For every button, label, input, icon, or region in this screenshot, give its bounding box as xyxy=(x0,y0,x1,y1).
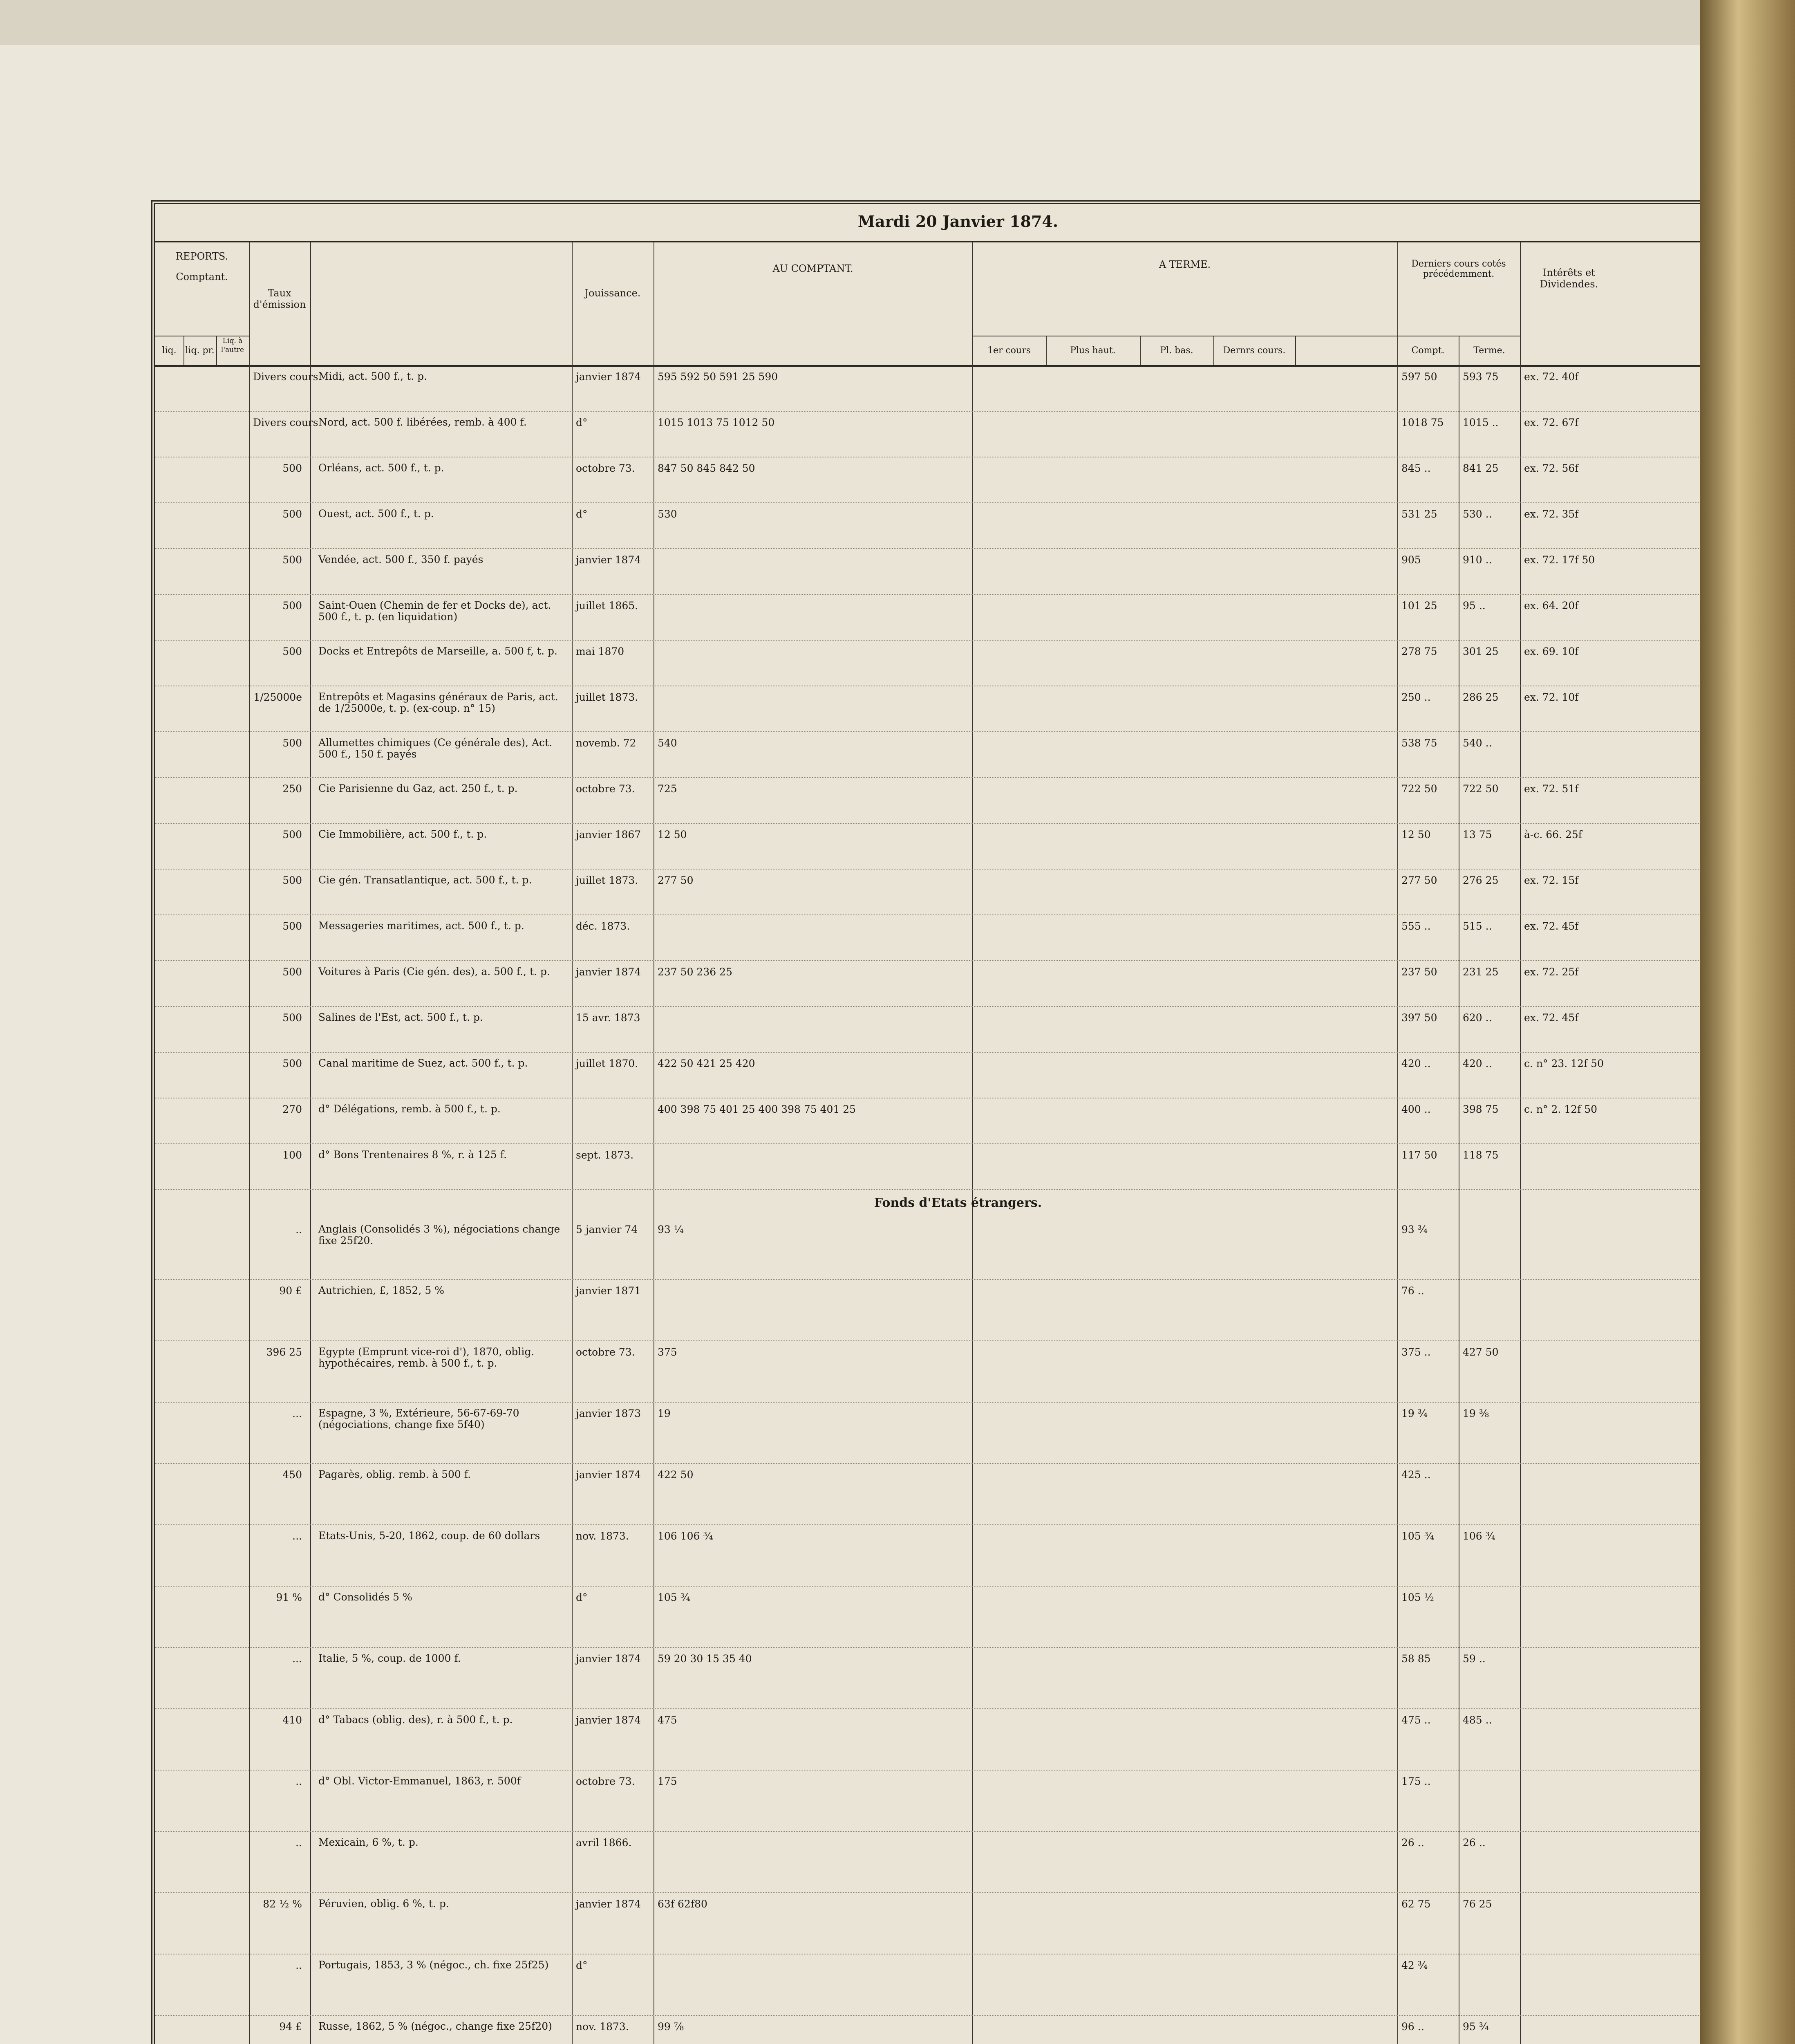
cell-jouis: octobre 73. xyxy=(576,462,635,474)
cell-jouis: avril 1866. xyxy=(576,1837,632,1849)
table-row xyxy=(155,917,1761,946)
cell-name: Orléans, act. 500 f., t. p. xyxy=(318,462,444,474)
cell-terme: 722 50 xyxy=(1463,783,1499,795)
cell-int: ex. 72. 51f xyxy=(1524,783,1579,795)
cell-taux: ... xyxy=(292,1653,302,1665)
table-row xyxy=(155,734,1761,762)
cell-jouis: mai 1870 xyxy=(576,645,624,657)
table-row xyxy=(155,459,1761,488)
cell-name: Cie Parisienne du Gaz, act. 250 f., t. p. xyxy=(318,782,518,794)
table-row xyxy=(155,413,1761,442)
cell-int: ex. 72. 17f 50 xyxy=(1524,554,1595,566)
cell-taux: ... xyxy=(292,1530,302,1542)
cell-terme: 420 .. xyxy=(1463,1058,1492,1069)
cell-comptant: 422 50 xyxy=(658,1469,694,1481)
cell-terme: 540 .. xyxy=(1463,737,1492,749)
table-row xyxy=(155,1833,1761,1862)
cell-taux: 94 £ xyxy=(279,2021,302,2033)
cell-terme: 301 25 xyxy=(1463,645,1499,657)
cell-compt: 475 .. xyxy=(1401,1714,1431,1726)
au-comptant-label: AU COMPTANT. xyxy=(772,263,853,274)
cell-jouis: janvier 1874 xyxy=(576,1653,641,1665)
table-row xyxy=(155,688,1761,717)
cell-jouis: janvier 1874 xyxy=(576,966,641,978)
reports-label: REPORTS. xyxy=(175,251,228,262)
cell-comptant: 847 50 845 842 50 xyxy=(658,462,755,474)
cell-name: d° Consolidés 5 % xyxy=(318,1591,412,1603)
cell-jouis: juillet 1870. xyxy=(576,1058,638,1069)
cell-taux: 500 xyxy=(282,554,302,566)
cell-int: ex. 72. 45f xyxy=(1524,920,1579,932)
cell-terme: 118 75 xyxy=(1463,1149,1499,1161)
cell-name: Cie gén. Transatlantique, act. 500 f., t. p. xyxy=(318,874,532,886)
cell-jouis: sept. 1873. xyxy=(576,1149,634,1161)
cell-int: à-c. 66. 25f xyxy=(1524,829,1582,840)
cell-name: Espagne, 3 %, Extérieure, 56-67-69-70 (négociations, change fixe 5f40) xyxy=(318,1407,519,1430)
cell-jouis: 5 janvier 74 xyxy=(576,1224,638,1235)
cell-terme: 106 ¾ xyxy=(1463,1530,1495,1542)
compt-label: Compt. xyxy=(1397,336,1459,365)
cell-taux: 500 xyxy=(282,874,302,886)
cell-taux: 100 xyxy=(282,1149,302,1161)
cell-name: Mexicain, 6 %, t. p. xyxy=(318,1836,419,1848)
cell-int: ex. 69. 10f xyxy=(1524,645,1579,657)
cell-comptant: 12 50 xyxy=(658,829,687,840)
cell-terme: 1015 .. xyxy=(1463,417,1499,428)
cell-jouis: juillet 1873. xyxy=(576,691,638,703)
cell-compt: 105 ¾ xyxy=(1401,1530,1434,1542)
cell-terme: 515 .. xyxy=(1463,920,1492,932)
cell-name: Nord, act. 500 f. libérées, remb. à 400 f. xyxy=(318,416,527,428)
cell-name: Ouest, act. 500 f., t. p. xyxy=(318,508,434,520)
cell-int: c. n° 2. 12f 50 xyxy=(1524,1103,1598,1115)
table-row xyxy=(155,505,1761,533)
cell-terme: 95 .. xyxy=(1463,600,1486,612)
plus-haut-label: Plus haut. xyxy=(1046,336,1141,365)
cell-compt: 538 75 xyxy=(1401,737,1437,749)
cell-name: Portugais, 1853, 3 % (négoc., ch. fixe 25f25) xyxy=(318,1959,549,1971)
table-row xyxy=(155,1895,1761,1923)
cell-taux: 450 xyxy=(282,1469,302,1481)
taux-label: Taux d'émission xyxy=(253,287,306,310)
cell-taux: 82 ½ % xyxy=(263,1898,302,1910)
cell-terme: 26 .. xyxy=(1463,1837,1486,1849)
page-title: Mardi 20 Janvier 1874. xyxy=(857,212,1059,231)
cell-compt: 531 25 xyxy=(1401,508,1437,520)
cell-name: Midi, act. 500 f., t. p. xyxy=(318,370,427,382)
interets-label: Intérêts et Dividendes. xyxy=(1540,267,1598,290)
comptant-header xyxy=(654,242,973,365)
cell-int: ex. 72. 35f xyxy=(1524,508,1579,520)
reports-header xyxy=(155,242,250,365)
cell-compt: 1018 75 xyxy=(1401,417,1444,428)
pl-bas-label: Pl. bas. xyxy=(1140,336,1214,365)
premier-cours-label: 1er cours xyxy=(972,336,1047,365)
cell-taux: .. xyxy=(295,1775,302,1787)
cell-name: Anglais (Consolidés 3 %), négociations change fixe 25f20. xyxy=(318,1223,560,1246)
jouissance-header xyxy=(572,242,654,365)
derniers-cours-header xyxy=(1397,242,1521,365)
cell-terme: 427 50 xyxy=(1463,1346,1499,1358)
cell-compt: 722 50 xyxy=(1401,783,1437,795)
cell-terme: 620 .. xyxy=(1463,1012,1492,1024)
cell-terme: 231 25 xyxy=(1463,966,1499,978)
cell-name: Italie, 5 %, coup. de 1000 f. xyxy=(318,1652,461,1664)
cell-compt: 397 50 xyxy=(1401,1012,1437,1024)
cell-compt: 62 75 xyxy=(1401,1898,1431,1910)
interets-header xyxy=(1520,242,1618,365)
cell-name: Egypte (Emprunt vice-roi d'), 1870, oblig. hypothécaires, remb. à 500 f., t. p. xyxy=(318,1346,535,1369)
table-row xyxy=(155,1772,1761,1801)
cell-compt: 277 50 xyxy=(1401,874,1437,886)
cell-jouis: janvier 1874 xyxy=(576,1714,641,1726)
cell-jouis: novemb. 72 xyxy=(576,737,636,749)
cell-comptant: 99 ⅞ xyxy=(658,2021,684,2033)
cell-name: Vendée, act. 500 f., 350 f. payés xyxy=(318,554,483,565)
cell-name: d° Tabacs (oblig. des), r. à 500 f., t. p. xyxy=(318,1714,513,1726)
cell-jouis: nov. 1873. xyxy=(576,1530,629,1542)
cell-terme: 530 .. xyxy=(1463,508,1492,520)
cell-comptant: 1015 1013 75 1012 50 xyxy=(658,417,775,428)
table-row xyxy=(155,1220,1761,1249)
cell-terme: 19 ⅜ xyxy=(1463,1407,1489,1419)
cell-compt: 375 .. xyxy=(1401,1346,1431,1358)
cell-int: ex. 72. 45f xyxy=(1524,1012,1579,1024)
table-row xyxy=(155,368,1761,396)
terme-label: Terme. xyxy=(1459,336,1521,365)
taux-header xyxy=(249,242,311,365)
cell-taux: 500 xyxy=(282,600,302,612)
cell-terme: 276 25 xyxy=(1463,874,1499,886)
cell-comptant: 725 xyxy=(658,783,677,795)
cell-taux: 500 xyxy=(282,829,302,840)
cell-jouis: déc. 1873. xyxy=(576,920,630,932)
cell-name: Saint-Ouen (Chemin de fer et Docks de), act. 500 f., t. p. (en liquidation) xyxy=(318,599,551,623)
cell-comptant: 475 xyxy=(658,1714,677,1726)
liq-label: liq. xyxy=(155,336,184,365)
cell-terme: 398 75 xyxy=(1463,1103,1499,1115)
table-row xyxy=(155,1054,1761,1083)
jouissance-label: Jouissance. xyxy=(584,287,641,299)
cell-taux: .. xyxy=(295,1837,302,1849)
terme-blank-col xyxy=(1295,336,1398,365)
table-row xyxy=(155,825,1761,854)
cell-compt: 597 50 xyxy=(1401,371,1437,383)
cell-compt: 278 75 xyxy=(1401,645,1437,657)
cell-int: ex. 72. 10f xyxy=(1524,691,1579,703)
cell-compt: 400 .. xyxy=(1401,1103,1431,1115)
cell-terme: 485 .. xyxy=(1463,1714,1492,1726)
cell-comptant: 422 50 421 25 420 xyxy=(658,1058,755,1069)
cell-comptant: 400 398 75 401 25 400 398 75 401 25 xyxy=(658,1103,856,1115)
cell-taux: 90 £ xyxy=(279,1285,302,1297)
cell-jouis: d° xyxy=(576,1591,588,1603)
table-row xyxy=(155,1404,1761,1433)
cell-name: Russe, 1862, 5 % (négoc., change fixe 25f20) xyxy=(318,2020,552,2032)
cell-name: Péruvien, oblig. 6 %, t. p. xyxy=(318,1898,449,1910)
cell-compt: 105 ½ xyxy=(1401,1591,1434,1603)
cell-jouis: d° xyxy=(576,417,588,428)
cell-terme: 13 75 xyxy=(1463,829,1492,840)
cell-jouis: janvier 1874 xyxy=(576,1898,641,1910)
table-row xyxy=(155,1009,1761,1037)
terme-header xyxy=(972,242,1398,365)
cell-jouis: juillet 1873. xyxy=(576,874,638,886)
cell-jouis: octobre 73. xyxy=(576,1346,635,1358)
table-row xyxy=(155,1343,1761,1372)
cell-jouis: octobre 73. xyxy=(576,1775,635,1787)
table-row xyxy=(155,780,1761,808)
page-sheet xyxy=(0,45,1700,2044)
cell-taux: 500 xyxy=(282,462,302,474)
price-table xyxy=(151,200,1765,2044)
cell-jouis: janvier 1874 xyxy=(576,1469,641,1481)
cell-jouis: juillet 1865. xyxy=(576,600,638,612)
cell-int: ex. 72. 15f xyxy=(1524,874,1579,886)
table-row xyxy=(155,2017,1761,2044)
cell-taux: Divers cours xyxy=(253,417,318,428)
table-row xyxy=(155,1650,1761,1678)
table-row xyxy=(155,1100,1761,1129)
cell-jouis: d° xyxy=(576,1959,588,1971)
cell-compt: 175 .. xyxy=(1401,1775,1431,1787)
cell-taux: ... xyxy=(292,1407,302,1419)
cell-taux: .. xyxy=(295,1959,302,1971)
cell-taux: 410 xyxy=(282,1714,302,1726)
table-row xyxy=(155,1466,1761,1494)
cell-taux: 500 xyxy=(282,645,302,657)
cell-compt: 425 .. xyxy=(1401,1469,1431,1481)
cell-int: ex. 72. 67f xyxy=(1524,417,1579,428)
cell-int: ex. 72. 40f xyxy=(1524,371,1579,383)
cell-name: Allumettes chimiques (Ce générale des), Act. 500 f., 150 f. payés xyxy=(318,737,553,760)
cell-terme: 910 .. xyxy=(1463,554,1492,566)
cell-name: Messageries maritimes, act. 500 f., t. p. xyxy=(318,920,524,932)
cell-jouis: octobre 73. xyxy=(576,783,635,795)
cell-compt: 12 50 xyxy=(1401,829,1431,840)
cell-comptant: 105 ¾ xyxy=(658,1591,690,1603)
cell-taux: 500 xyxy=(282,1012,302,1024)
cell-terme: 76 25 xyxy=(1463,1898,1492,1910)
cell-jouis: janvier 1874 xyxy=(576,554,641,566)
comptant-label: Comptant. xyxy=(176,271,228,282)
table-row xyxy=(155,1146,1761,1174)
cell-compt: 93 ¾ xyxy=(1401,1224,1428,1235)
derniers-cours-label: Derniers cours cotés précédemment. xyxy=(1411,259,1506,279)
cell-name: d° Délégations, remb. à 500 f., t. p. xyxy=(318,1103,501,1115)
cell-name: Entrepôts et Magasins généraux de Paris, act. de 1/25000e, t. p. (ex-coup. n° 15) xyxy=(318,691,558,714)
cell-comptant: 19 xyxy=(658,1407,671,1419)
cell-compt: 96 .. xyxy=(1401,2021,1424,2033)
cell-comptant: 530 xyxy=(658,508,677,520)
table-row xyxy=(155,963,1761,991)
table-row xyxy=(155,551,1761,579)
cell-name: Pagarès, oblig. remb. à 500 f. xyxy=(318,1468,471,1480)
table-row xyxy=(155,1588,1761,1617)
cell-name: Docks et Entrepôts de Marseille, a. 500 f, t. p. xyxy=(318,645,557,657)
table-header xyxy=(155,241,1761,367)
name-header xyxy=(310,242,573,365)
table-row xyxy=(155,871,1761,900)
table-row xyxy=(155,596,1761,625)
cell-taux: 500 xyxy=(282,1058,302,1069)
cell-taux: 250 xyxy=(282,783,302,795)
liq-autre-label: Liq. à l'autre xyxy=(216,336,250,365)
cell-name: Autrichien, £, 1852, 5 % xyxy=(318,1284,444,1296)
cell-compt: 905 xyxy=(1401,554,1421,566)
cell-comptant: 63f 62f80 xyxy=(658,1898,707,1910)
cell-jouis: 15 avr. 1873 xyxy=(576,1012,640,1024)
cell-taux: 270 xyxy=(282,1103,302,1115)
table-row xyxy=(155,1282,1761,1310)
cell-name: Voitures à Paris (Cie gén. des), a. 500 f., t. p. xyxy=(318,966,550,977)
cell-int: c. n° 23. 12f 50 xyxy=(1524,1058,1604,1069)
cell-comptant: 175 xyxy=(658,1775,677,1787)
cell-comptant: 595 592 50 591 25 590 xyxy=(658,371,778,383)
cell-name: d° Obl. Victor-Emmanuel, 1863, r. 500f xyxy=(318,1775,521,1787)
cell-comptant: 540 xyxy=(658,737,677,749)
cell-compt: 555 .. xyxy=(1401,920,1431,932)
cell-taux: Divers cours xyxy=(253,371,318,383)
cell-name: Etats-Unis, 5-20, 1862, coup. de 60 dollars xyxy=(318,1530,540,1542)
binding-edge xyxy=(1700,0,1795,2044)
cell-compt: 237 50 xyxy=(1401,966,1437,978)
cell-jouis: janvier 1874 xyxy=(576,371,641,383)
cell-name: Canal maritime de Suez, act. 500 f., t. p. xyxy=(318,1057,528,1069)
cell-jouis: janvier 1867 xyxy=(576,829,641,840)
cell-name: Salines de l'Est, act. 500 f., t. p. xyxy=(318,1011,483,1023)
table-row xyxy=(155,1711,1761,1739)
table-row xyxy=(155,1956,1761,1985)
cell-compt: 76 .. xyxy=(1401,1285,1424,1297)
cell-jouis: d° xyxy=(576,508,588,520)
cell-compt: 117 50 xyxy=(1401,1149,1437,1161)
cell-compt: 42 ¾ xyxy=(1401,1959,1428,1971)
cell-name: Cie Immobilière, act. 500 f., t. p. xyxy=(318,828,487,840)
table-row xyxy=(155,642,1761,671)
cell-compt: 845 .. xyxy=(1401,462,1431,474)
cell-compt: 101 25 xyxy=(1401,600,1437,612)
cell-taux: 500 xyxy=(282,920,302,932)
cell-comptant: 59 20 30 15 35 40 xyxy=(658,1653,752,1665)
a-terme-label: A TERME. xyxy=(1159,259,1211,270)
cell-comptant: 237 50 236 25 xyxy=(658,966,732,978)
dernier-cours-label: Dernrs cours. xyxy=(1213,336,1296,365)
cell-taux: 500 xyxy=(282,737,302,749)
cell-taux: 91 % xyxy=(276,1591,302,1603)
cell-terme: 841 25 xyxy=(1463,462,1499,474)
cell-jouis: nov. 1873. xyxy=(576,2021,629,2033)
cell-compt: 58 85 xyxy=(1401,1653,1431,1665)
cell-jouis: janvier 1873 xyxy=(576,1407,641,1419)
cell-compt: 19 ¾ xyxy=(1401,1407,1428,1419)
cell-jouis: janvier 1871 xyxy=(576,1285,641,1297)
liq-pr-label: liq. pr. xyxy=(184,336,217,365)
cell-int: ex. 64. 20f xyxy=(1524,600,1579,612)
cell-taux: 1/25000e xyxy=(253,691,302,703)
cell-comptant: 277 50 xyxy=(658,874,694,886)
cell-compt: 26 .. xyxy=(1401,1837,1424,1849)
cell-taux: 396 25 xyxy=(266,1346,302,1358)
cell-compt: 250 .. xyxy=(1401,691,1431,703)
cell-terme: 286 25 xyxy=(1463,691,1499,703)
section-title-fonds: Fonds d'Etats étrangers. xyxy=(874,1196,1042,1210)
cell-compt: 420 .. xyxy=(1401,1058,1431,1069)
cell-int: ex. 72. 25f xyxy=(1524,966,1579,978)
table-body xyxy=(155,363,1761,2044)
table-row xyxy=(155,1527,1761,1555)
cell-taux: .. xyxy=(295,1224,302,1235)
cell-int: ex. 72. 56f xyxy=(1524,462,1579,474)
cell-comptant: 375 xyxy=(658,1346,677,1358)
cell-terme: 593 75 xyxy=(1463,371,1499,383)
cell-terme: 95 ¾ xyxy=(1463,2021,1489,2033)
cell-name: d° Bons Trentenaires 8 %, r. à 125 f. xyxy=(318,1149,507,1161)
cell-taux: 500 xyxy=(282,508,302,520)
cell-taux: 500 xyxy=(282,966,302,978)
cell-terme: 59 .. xyxy=(1463,1653,1486,1665)
cell-comptant: 106 106 ¾ xyxy=(658,1530,713,1542)
cell-comptant: 93 ¼ xyxy=(658,1224,684,1235)
